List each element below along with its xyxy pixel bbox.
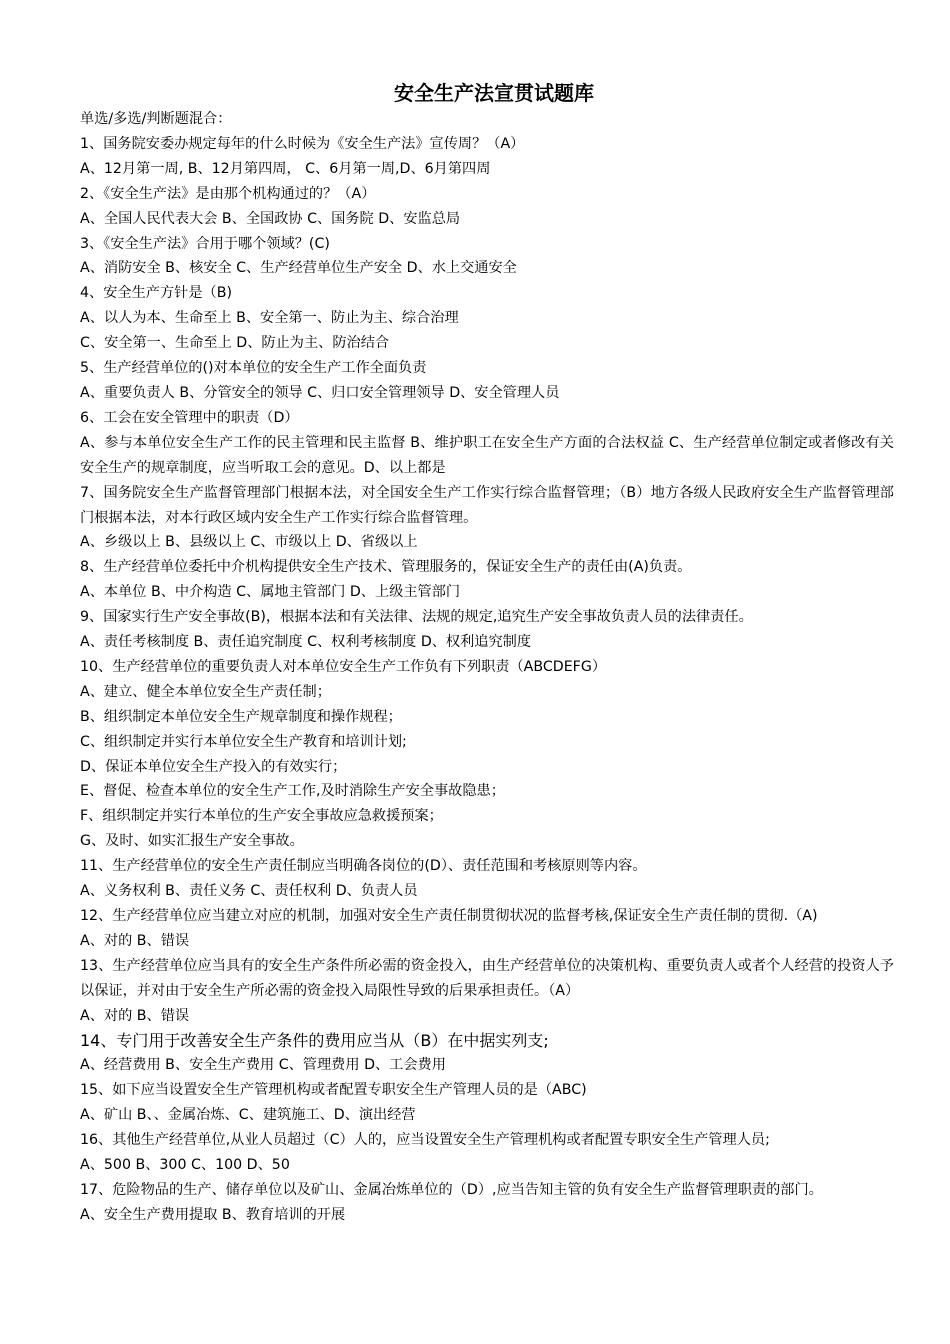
text-line: A、全国人民代表大会 B、全国政协 C、国务院 D、安监总局 — [80, 210, 461, 227]
text-line: A、以人为本、生命至上 B、安全第一、防止为主、综合治理 — [80, 310, 459, 327]
text-line: 11、生产经营单位的安全生产责任制应当明确各岗位的(D）、责任范围和考核原则等内容。 — [80, 858, 647, 875]
text-line: B、组织制定本单位安全生产规章制度和操作规程； — [80, 708, 402, 725]
text-line: 6、工会在安全管理中的职责（D） — [80, 409, 299, 426]
text-line: 15、如下应当设置安全生产管理机构或者配置专职安全生产管理人员的是（ABC) — [80, 1082, 587, 1099]
text-line: A、乡级以上 B、县级以上 C、市级以上 D、省级以上 — [80, 534, 418, 551]
text-line: 2、《安全生产法》是由那个机构通过的？（A） — [80, 185, 376, 202]
text-line: D、保证本单位安全生产投入的有效实行； — [80, 758, 347, 775]
text-line: 7、国务院安全生产监督管理部门根据本法，对全国安全生产工作实行综合监督管理；（B）地方各级人民政府安全生产监督管理部门根据本法，对本行政区域内安全生产工作实行综合监督管理。 — [80, 484, 894, 526]
text-line: C、安全第一、生命至上 D、防止为主、防治结合 — [80, 335, 390, 352]
text-line: 9、国家实行生产安全事故(B)，根据本法和有关法律、法规的规定,追究生产安全事故负责人员的法律责任。 — [80, 609, 753, 626]
text-line: C、组织制定并实行本单位安全生产教育和培训计划; — [80, 733, 407, 750]
text-line: A、义务权利 B、责任义务 C、责任权利 D、负责人员 — [80, 883, 418, 900]
text-line: 4、安全生产方针是（B) — [80, 285, 232, 302]
text-line: 17、危险物品的生产、储存单位以及矿山、金属冶炼单位的（D）,应当告知主管的负有安全生产监督管理职责的部门。 — [80, 1181, 823, 1198]
text-line: E、督促、检查本单位的安全生产工作,及时消除生产安全事故隐患； — [80, 783, 505, 800]
text-line: A、对的 B、错误 — [80, 1007, 190, 1024]
document-body — [80, 107, 894, 1228]
text-line: A、矿山 B、、金属冶炼、C、建筑施工、D、演出经营 — [80, 1107, 416, 1124]
text-line: 3、《安全生产法》合用于哪个领域？(C) — [80, 235, 330, 252]
text-line: 16、其他生产经营单位,从业人员超过（C）人的，应当设置安全生产管理机构或者配置专职安全生产管理人员; — [80, 1132, 770, 1149]
text-line: A、参与本单位安全生产工作的民主管理和民主监督 B、维护职工在安全生产方面的合法权益 C、生产经营单位制定或者修改有关安全生产的规章制度，应当听取工会的意见。D、以上都是 — [80, 434, 894, 476]
text-line: A、500 B、300 C、100 D、50 — [80, 1157, 290, 1174]
text-line: A、本单位 B、中介构造 C、属地主管部门 D、上级主管部门 — [80, 584, 461, 601]
page-title: 安全生产法宣贯试题库 — [394, 81, 594, 105]
text-line: F、组织制定并实行本单位的生产安全事故应急救援预案； — [80, 808, 443, 825]
text-line: 1、国务院安委办规定每年的什么时候为《安全生产法》宣传周？（A） — [80, 135, 525, 152]
text-line: 14、专门用于改善安全生产条件的费用应当从（B）在中据实列支; — [80, 1030, 549, 1050]
text-line: 10、生产经营单位的重要负责人对本单位安全生产工作负有下列职责（ABCDEFG） — [80, 658, 607, 675]
text-line: 5、生产经营单位的()对本单位的安全生产工作全面负责 — [80, 360, 427, 377]
text-line: 13、生产经营单位应当具有的安全生产条件所必需的资金投入，由生产经营单位的决策机构、重要负责人或者个人经营的投资人予以保证，并对由于安全生产所必需的资金投入局限性导致的后果承担责任。（A） — [80, 957, 894, 999]
text-line: A、重要负责人 B、分管安全的领导 C、归口安全管理领导 D、安全管理人员 — [80, 384, 560, 401]
text-line: A、消防安全 B、核安全 C、生产经营单位生产安全 D、水上交通安全 — [80, 260, 517, 277]
text-line: A、建立、健全本单位安全生产责任制； — [80, 683, 331, 700]
text-line: A、经营费用 B、安全生产费用 C、管理费用 D、工会费用 — [80, 1057, 446, 1074]
text-line: A、安全生产费用提取 B、教育培训的开展 — [80, 1206, 346, 1223]
text-line: A、12月第一周, B、12月第四周， C、6月第一周,D、6月第四周 — [80, 160, 491, 177]
text-line: A、对的 B、错误 — [80, 932, 190, 949]
text-line: 单选/多选/判断题混合： — [80, 111, 232, 127]
text-line: 8、生产经营单位委托中介机构提供安全生产技术、管理服务的，保证安全生产的责任由(A)负责。 — [80, 559, 692, 576]
text-line: A、责任考核制度 B、责任追究制度 C、权利考核制度 D、权利追究制度 — [80, 634, 532, 651]
text-line: G、及时、如实汇报生产安全事故。 — [80, 833, 304, 850]
text-line: 12、生产经营单位应当建立对应的机制，加强对安全生产责任制贯彻状况的监督考核,保证安全生产责任制的贯彻.（A) — [80, 908, 818, 924]
